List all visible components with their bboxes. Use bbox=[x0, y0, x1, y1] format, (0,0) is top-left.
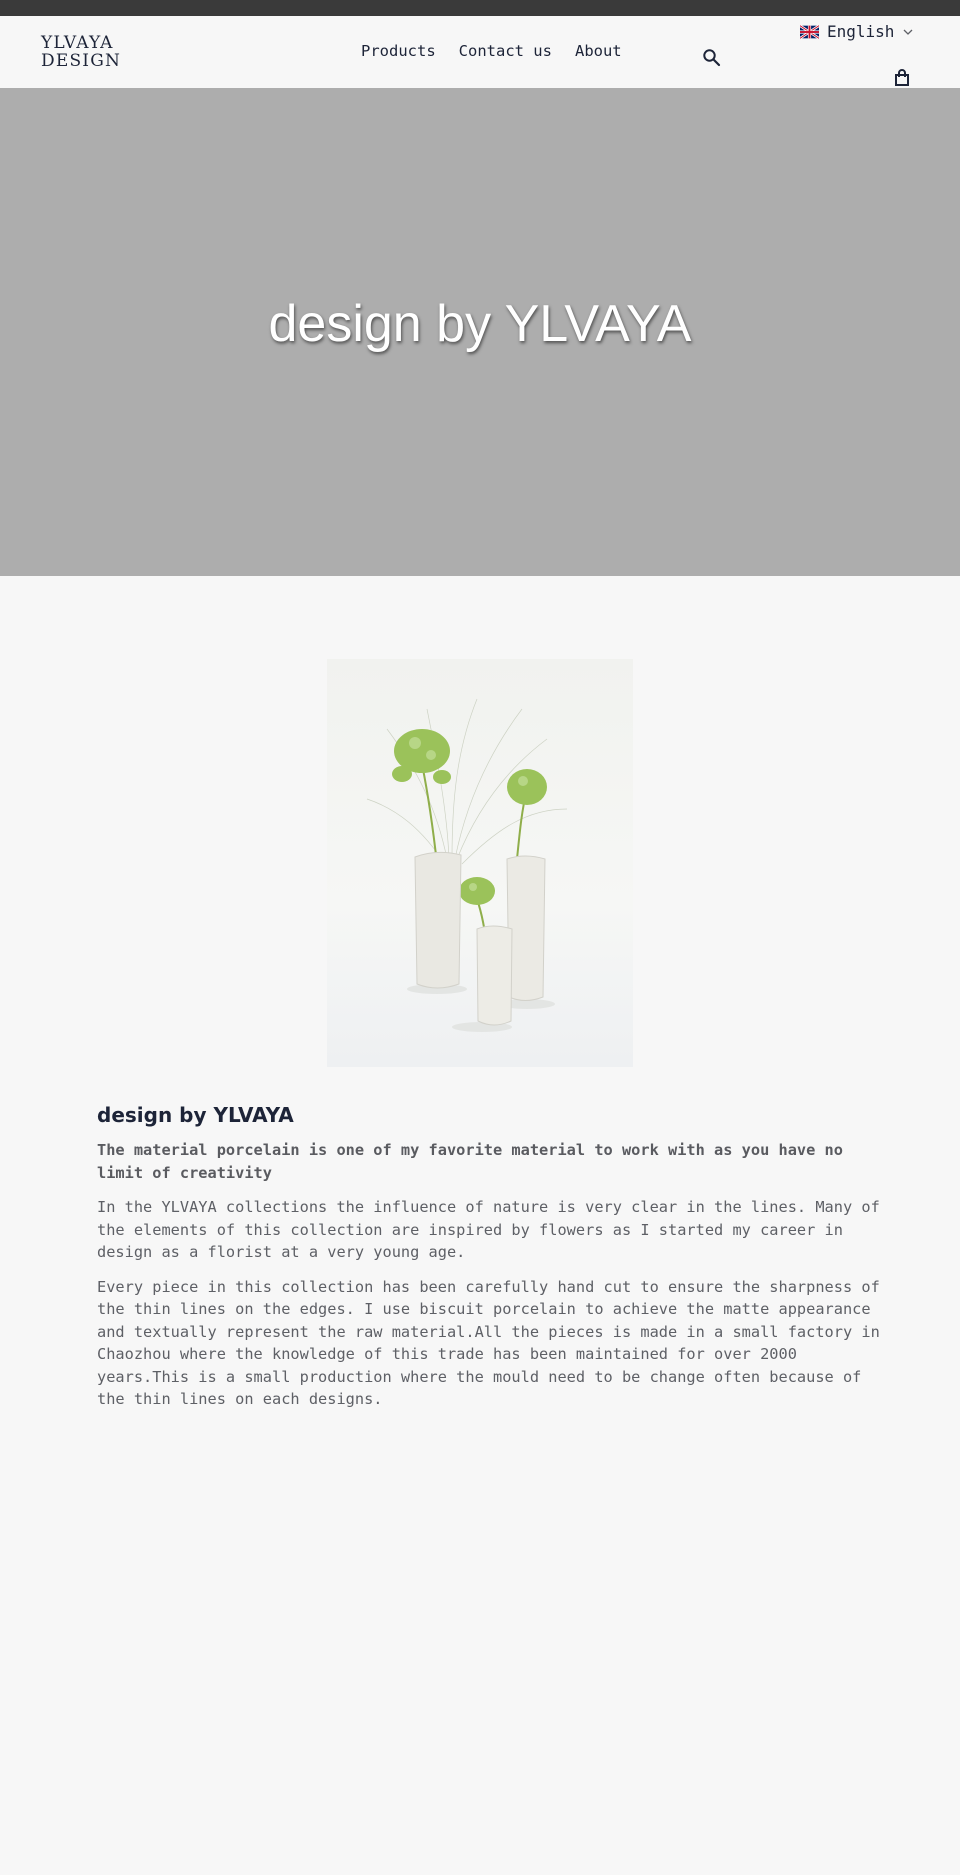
product-photo-vases bbox=[327, 659, 633, 1067]
nav-item-products[interactable]: Products bbox=[361, 42, 436, 60]
cart-icon bbox=[892, 68, 912, 88]
about-content bbox=[97, 1103, 887, 1423]
nav-item-contact-us[interactable]: Contact us bbox=[458, 42, 552, 60]
main-nav bbox=[361, 42, 622, 60]
content-paragraph-1: In the YLVAYA collections the influence of nature is very clear in the lines. Many of the elements of this collection are inspired by flowers as I started my career in design as a florist at a very young age. bbox=[97, 1198, 880, 1261]
logo-line-2: DESIGN bbox=[41, 51, 122, 71]
announcement-bar bbox=[0, 0, 960, 16]
search-icon bbox=[700, 46, 724, 70]
content-lead: The material porcelain is one of my favorite material to work with as you have no limit of creativity bbox=[97, 1141, 843, 1182]
language-selector[interactable] bbox=[800, 22, 914, 41]
language-label: English bbox=[827, 22, 895, 41]
nav-item-about[interactable]: About bbox=[574, 42, 622, 60]
hero-title: design by YLVAYA bbox=[268, 295, 692, 353]
uk-flag-icon bbox=[800, 25, 819, 39]
content-paragraph-2: Every piece in this collection has been carefully hand cut to ensure the sharpness of the thin lines on the edges. I use biscuit porcelain to achieve the matte appearance and textually represent the raw material.All the pieces is made in a small factory in Chaozhou where the knowledge of this trade has been maintained for over 2000 years.This is a small production where the mould need to be change often because of the thin lines on each designs. bbox=[97, 1277, 880, 1408]
site-logo[interactable] bbox=[41, 34, 121, 70]
content-heading: design by YLVAYA bbox=[97, 1103, 294, 1127]
search-button[interactable] bbox=[700, 46, 724, 70]
cart-button[interactable] bbox=[892, 68, 912, 88]
site-header bbox=[0, 16, 960, 88]
chevron-down-icon bbox=[902, 26, 914, 38]
hero-banner bbox=[0, 88, 960, 576]
logo-line-1: YLVAYA bbox=[41, 33, 114, 53]
vases-illustration bbox=[327, 659, 633, 1067]
